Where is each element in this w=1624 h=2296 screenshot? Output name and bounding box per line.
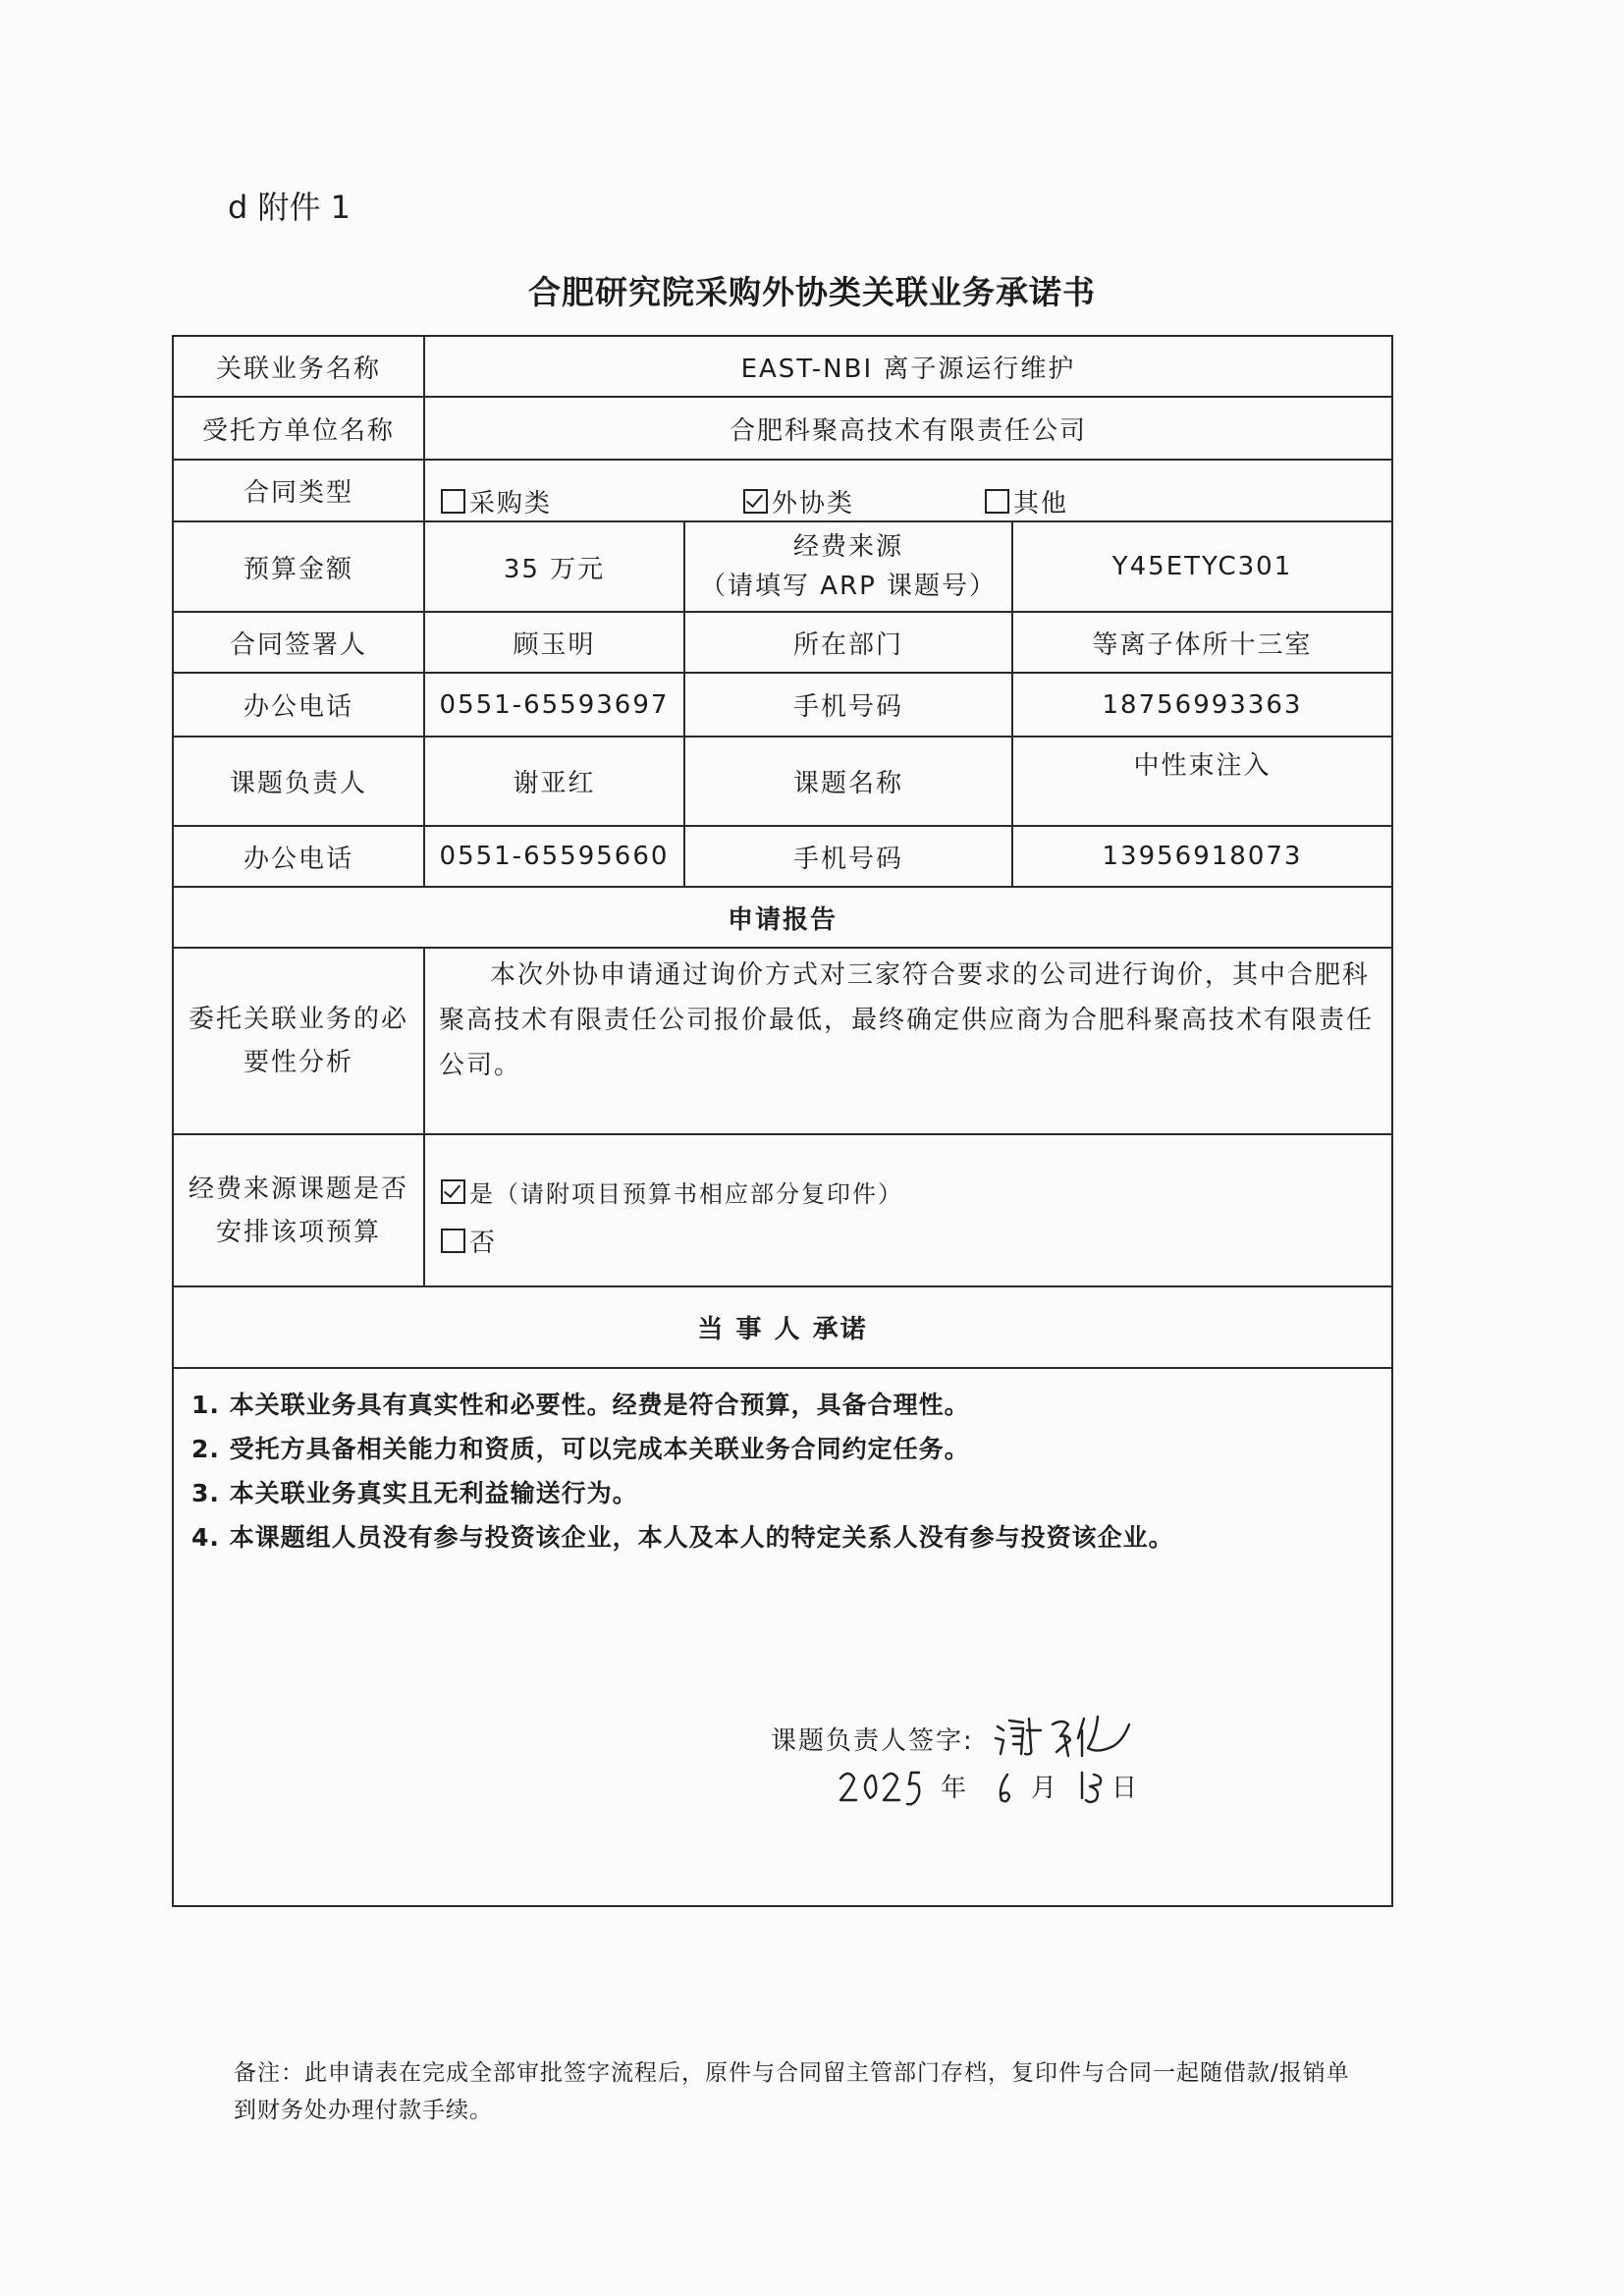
signer-office-phone-value: 0551-65593697 (424, 673, 684, 737)
budget-option-yes[interactable] (441, 1175, 1383, 1209)
contract-type-option-purchase[interactable] (441, 483, 743, 519)
funding-source-value: Y45ETYC301 (1012, 521, 1392, 612)
document-title: 合肥研究院采购外协类关联业务承诺书 (528, 273, 1096, 311)
checkbox-yes-checked[interactable] (441, 1179, 465, 1204)
signer-office-phone-label: 办公电话 (173, 673, 424, 737)
funding-source-hint: （请填写 ARP 课题号） (699, 572, 998, 601)
row-signer (173, 612, 1392, 673)
necessity-label-cell (173, 948, 424, 1134)
department-label: 所在部门 (684, 612, 1012, 673)
date-year-unit: 年 (941, 1774, 967, 1803)
row-leader-phone (173, 826, 1392, 887)
contract-type-purchase-label: 采购类 (469, 489, 553, 519)
row-pledge-heading (173, 1286, 1392, 1368)
trustee-value: 合肥科聚高技术有限责任公司 (424, 397, 1392, 460)
business-name-value: EAST-NBI 离子源运行维护 (424, 336, 1392, 397)
signature-label: 课题负责人签字: (771, 1726, 974, 1756)
pledge-item: 2. 受托方具备相关能力和资质，可以完成本关联业务合同约定任务。 (191, 1435, 970, 1463)
handwritten-date-image (837, 1763, 1161, 1814)
contract-type-option-other[interactable] (985, 483, 1068, 519)
funding-source-label: 经费来源 (792, 532, 903, 562)
checkbox-purchase[interactable] (441, 489, 465, 514)
budget-option-no[interactable] (441, 1223, 1383, 1259)
necessity-analysis-text: 本次外协申请通过询价方式对三家符合要求的公司进行询价，其中合肥科聚高技术有限责任公司报价最低，最终确定供应商为合肥科聚高技术有限责任公司。 (439, 960, 1375, 1080)
report-heading: 申请报告 (173, 887, 1392, 948)
project-name-label: 课题名称 (684, 737, 1012, 826)
project-leader-value: 谢亚红 (424, 737, 684, 826)
row-business-name (173, 336, 1392, 397)
budget-option-yes-label: 是（请附项目预算书相应部分复印件） (469, 1180, 903, 1208)
row-project-leader (173, 737, 1392, 826)
row-budget-arranged (173, 1134, 1392, 1286)
contract-type-options (424, 460, 1392, 521)
row-pledge (173, 1368, 1392, 1906)
budget-label: 预算金额 (173, 521, 424, 612)
contract-type-option-outsourcing[interactable] (743, 483, 985, 519)
commitment-form (172, 335, 1393, 1907)
project-name-value: 中性束注入 (1012, 737, 1392, 826)
annex-label: d 附件 1 (228, 189, 352, 226)
leader-office-phone-value: 0551-65595660 (424, 826, 684, 887)
date-month-unit: 月 (1031, 1774, 1057, 1803)
signer-mobile-label: 手机号码 (684, 673, 1012, 737)
budget-arranged-label-line2: 安排该项预算 (215, 1217, 381, 1247)
budget-arranged-options (424, 1134, 1392, 1286)
row-report-heading (173, 887, 1392, 948)
pledge-list (191, 1383, 1374, 1559)
signer-value: 顾玉明 (424, 612, 684, 673)
checkbox-other[interactable] (985, 489, 1009, 514)
department-value: 等离子体所十三室 (1012, 612, 1392, 673)
trustee-label: 受托方单位名称 (173, 397, 424, 460)
budget-value: 35 万元 (424, 521, 684, 612)
row-necessity (173, 948, 1392, 1134)
necessity-label-line2: 要性分析 (243, 1048, 353, 1077)
contract-type-outsourcing-label: 外协类 (772, 489, 855, 519)
footnote: 备注：此申请表在完成全部审批签字流程后，原件与合同留主管部门存档，复印件与合同一起随借款/报销单到财务处办理付款手续。 (234, 2060, 1350, 2123)
row-budget (173, 521, 1392, 612)
row-contract-type (173, 460, 1392, 521)
funding-source-cell (684, 521, 1012, 612)
budget-arranged-label-cell (173, 1134, 424, 1286)
project-leader-label: 课题负责人 (173, 737, 424, 826)
signer-label: 合同签署人 (173, 612, 424, 673)
contract-type-other-label: 其他 (1013, 489, 1069, 519)
checkbox-no[interactable] (441, 1229, 465, 1253)
necessity-analysis-cell (424, 948, 1392, 1134)
pledge-heading: 当 事 人 承诺 (173, 1286, 1392, 1368)
budget-arranged-label-line1: 经费来源课题是否 (188, 1174, 408, 1204)
leader-office-phone-label: 办公电话 (173, 826, 424, 887)
leader-mobile-label: 手机号码 (684, 826, 1012, 887)
checkbox-outsourcing-checked[interactable] (743, 489, 768, 514)
signer-mobile-value: 18756993363 (1012, 673, 1392, 737)
pledge-item: 4. 本课题组人员没有参与投资该企业，本人及本人的特定关系人没有参与投资该企业。 (191, 1523, 1174, 1552)
pledge-item: 3. 本关联业务真实且无利益输送行为。 (191, 1479, 638, 1507)
budget-option-no-label: 否 (469, 1229, 498, 1258)
row-signer-phone (173, 673, 1392, 737)
necessity-label-line1: 委托关联业务的必 (188, 1005, 408, 1034)
row-trustee (173, 397, 1392, 460)
leader-mobile-value: 13956918073 (1012, 826, 1392, 887)
business-name-label: 关联业务名称 (173, 336, 424, 397)
pledge-cell (173, 1368, 1392, 1906)
handwritten-signature-image (992, 1709, 1139, 1768)
pledge-item: 1. 本关联业务具有真实性和必要性。经费是符合预算，具备合理性。 (191, 1391, 970, 1419)
date-day-unit: 日 (1111, 1774, 1138, 1803)
contract-type-label: 合同类型 (173, 460, 424, 521)
